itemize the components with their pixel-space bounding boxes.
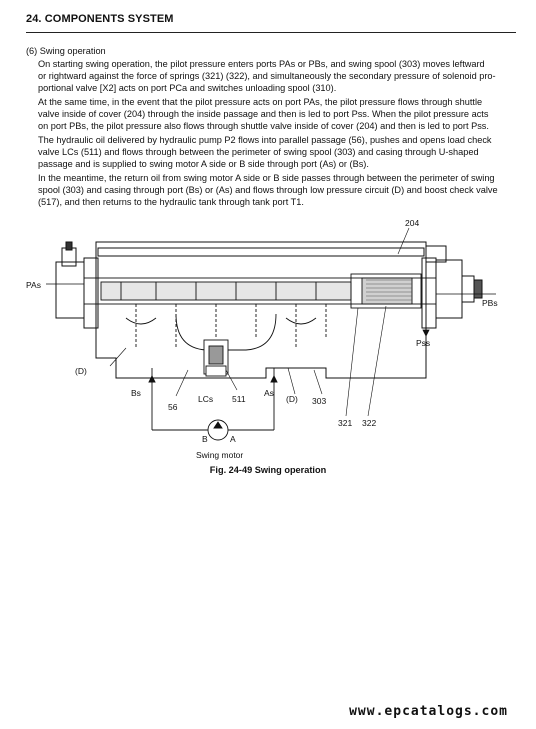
figure-caption: Fig. 24-49 Swing operation: [209, 465, 327, 475]
label-d-left: (D): [75, 366, 87, 376]
label-56: 56: [168, 402, 178, 412]
text-line: The hydraulic oil delivered by hydraulic pump P2 flows into parallel passage (56), pushes and opens load check: [38, 135, 492, 145]
label-pss: Pss: [416, 338, 431, 348]
text-line: valve LCs (511) and flows through between the perimeter of swing spool (303) and casing through U-shaped: [38, 147, 479, 157]
text-line: valve inside of cover (204) through the inside passage and then is led to port Pss. When the pilot pressure acts: [38, 109, 489, 119]
subsection-heading: (6) Swing operation: [26, 46, 106, 56]
label-swing-motor: Swing motor: [196, 450, 244, 460]
section-title: 24. COMPONENTS SYSTEM: [26, 13, 174, 25]
label-as: As: [264, 388, 274, 398]
label-bs: Bs: [131, 388, 141, 398]
label-motor-b: B: [202, 434, 208, 444]
text-line: In the meantime, the return oil from swing motor A side or B side passes through between the perimeter of swing: [38, 173, 495, 183]
label-321: 321: [338, 418, 353, 428]
valve-body: [56, 242, 482, 378]
page-header: [26, 10, 516, 33]
diagram-labels: [26, 218, 498, 460]
label-303: 303: [312, 396, 327, 406]
spool-bore: [84, 274, 436, 376]
label-204: 204: [405, 218, 420, 228]
text-line: or rightward against the force of springs (321) (322), and simultaneously the secondary pressure of solenoid pro-: [38, 71, 496, 81]
text-line: portional valve [X2] acts on port PCa and switches unloading spool (310).: [38, 83, 337, 93]
text-line: passage and is supplied to swing motor A side or B side through port (As) or (Bs).: [38, 159, 369, 169]
text-line: At the same time, in the event that the pilot pressure acts on port PAs, the pilot pressure flows through shuttle: [38, 97, 483, 107]
swing-valve-diagram: [26, 218, 506, 466]
label-pbs: PBs: [482, 298, 498, 308]
label-511: 511: [232, 394, 246, 404]
label-322: 322: [362, 418, 377, 428]
text-line: spool (303) and casing through port (Bs) or (As) and flows through low pressure circuit (D) and boost check valve: [38, 185, 498, 195]
label-motor-a: A: [230, 434, 236, 444]
watermark-url[interactable]: www.epcatalogs.com: [349, 704, 508, 719]
text-line: On starting swing operation, the pilot pressure enters ports PAs or PBs, and swing spool (303) moves leftward: [38, 59, 485, 69]
label-pas: PAs: [26, 280, 41, 290]
text-line: (517), and then returns to the hydraulic tank through tank port T1.: [38, 197, 304, 207]
label-d-right: (D): [286, 394, 298, 404]
text-line: on port PBs, the pilot pressure also flows through shuttle valve inside of cover (204) and then is led to port Pss.: [38, 121, 489, 131]
label-lcs: LCs: [198, 394, 214, 404]
